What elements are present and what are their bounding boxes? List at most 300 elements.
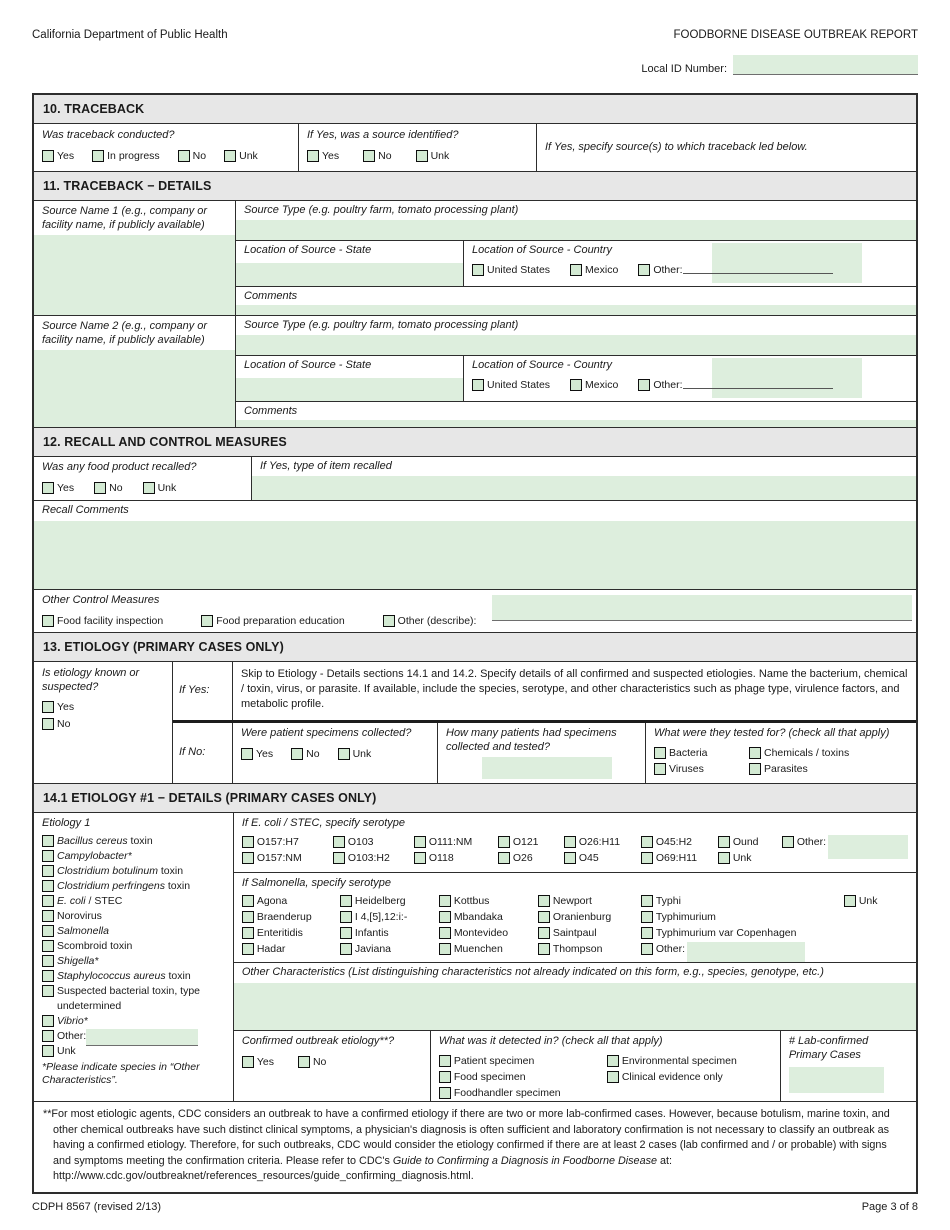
option-staphylococcus-aureus-toxin[interactable] xyxy=(42,969,225,984)
source-2-state-input[interactable] xyxy=(236,378,463,401)
label-typhimurium: Typhimurium xyxy=(655,911,716,923)
checkbox-o26[interactable] xyxy=(498,852,510,864)
checkbox-food-facility-inspection[interactable] xyxy=(42,615,54,627)
label-other: Other: xyxy=(796,835,826,848)
option-mbandaka[interactable] xyxy=(439,910,538,924)
label-no: No xyxy=(192,149,207,162)
checkbox-bacteria[interactable] xyxy=(654,747,666,759)
label-braenderup: Braenderup xyxy=(256,911,312,923)
checkbox-heidelberg[interactable] xyxy=(340,895,352,907)
option-shigella[interactable] xyxy=(42,954,225,969)
checkbox-enteritidis[interactable] xyxy=(242,927,254,939)
checkbox-i-4-5-12-i[interactable] xyxy=(340,911,352,923)
option-other[interactable] xyxy=(782,835,908,849)
option-unk[interactable] xyxy=(416,149,450,163)
option-clinical-evidence-only[interactable] xyxy=(607,1070,772,1084)
option-unk[interactable] xyxy=(42,1044,225,1059)
option-o157-nm[interactable] xyxy=(242,851,333,865)
label-infantis: Infantis xyxy=(354,927,389,939)
label-saintpaul: Saintpaul xyxy=(552,927,597,939)
option-unk[interactable] xyxy=(338,747,372,761)
form-table xyxy=(32,93,918,1194)
checkbox-oranienburg[interactable] xyxy=(538,911,550,923)
checkbox-infantis[interactable] xyxy=(340,927,352,939)
source-1-state-cell xyxy=(236,241,464,286)
option-hadar[interactable] xyxy=(242,942,340,957)
source-1-name-input[interactable] xyxy=(34,235,235,315)
checkbox-environmental-specimen[interactable] xyxy=(607,1055,619,1067)
checkbox-bacillus-cereus-toxin[interactable] xyxy=(42,835,54,847)
source-2-type-input[interactable] xyxy=(236,335,916,355)
option-food-preparation-education[interactable] xyxy=(201,614,344,628)
checkbox-yes[interactable] xyxy=(307,150,319,162)
confirmed-etiology-options xyxy=(242,1055,422,1069)
other-characteristics-label: Other Characteristics (List distinguishing characteristics not already indicated on this form, e.g., species, genotype, etc.) xyxy=(241,966,824,978)
option-o69-h11[interactable] xyxy=(641,851,718,865)
source-2-details xyxy=(236,316,916,427)
option-clostridium-botulinum-toxin[interactable] xyxy=(42,864,225,879)
checkbox-o103-h2[interactable] xyxy=(333,852,345,864)
label-montevideo: Montevideo xyxy=(453,927,509,939)
checkbox-clostridium-botulinum-toxin[interactable] xyxy=(42,865,54,877)
option-o26-h11[interactable] xyxy=(564,835,641,849)
option-bacteria[interactable] xyxy=(654,746,749,760)
label-parasites: Parasites xyxy=(764,762,808,775)
source-1-comments-cell xyxy=(236,287,916,316)
option-thompson[interactable] xyxy=(538,942,641,957)
label-unk: Unk xyxy=(858,895,878,907)
checkbox-braenderup[interactable] xyxy=(242,911,254,923)
option-o118[interactable] xyxy=(414,851,498,865)
option-o103[interactable] xyxy=(333,835,414,849)
checkbox-unk[interactable] xyxy=(416,150,428,162)
option-yes[interactable] xyxy=(42,149,74,163)
option-other-country[interactable] xyxy=(638,263,832,277)
checkbox-no[interactable] xyxy=(363,150,375,162)
agency-name: California Department of Public Health xyxy=(32,29,228,41)
label-clinical-evidence-only: Clinical evidence only xyxy=(621,1070,723,1083)
checkbox-kottbus[interactable] xyxy=(439,895,451,907)
checkbox-food-specimen[interactable] xyxy=(439,1071,451,1083)
etiology-known-cell xyxy=(34,662,173,783)
option-enteritidis[interactable] xyxy=(242,926,340,940)
traceback-conducted-question: Was traceback conducted? xyxy=(42,129,175,141)
checkbox-foodhandler-specimen[interactable] xyxy=(439,1087,451,1099)
option-newport[interactable] xyxy=(538,894,641,908)
label-in-progress: In progress xyxy=(107,149,160,162)
checkbox-shigella[interactable] xyxy=(42,955,54,967)
checkbox-unk[interactable] xyxy=(718,852,730,864)
etiology-known-row xyxy=(34,662,916,784)
checkbox-o111-nm[interactable] xyxy=(414,836,426,848)
option-typhimurium-var-copenhagen[interactable] xyxy=(641,926,908,940)
option-other-country[interactable] xyxy=(638,378,832,392)
checkbox-o157-h7[interactable] xyxy=(242,836,254,848)
footnote-guide-title: Guide to Confirming a Diagnosis in Foodborne Disease xyxy=(392,1154,657,1167)
label-shigella: Shigella* xyxy=(57,954,99,967)
checkbox-o157-nm[interactable] xyxy=(242,852,254,864)
if-yes-row xyxy=(173,662,916,720)
traceback-conducted-cell xyxy=(34,124,299,171)
source-1-comments-input[interactable] xyxy=(236,305,916,315)
label-foodhandler-specimen: Foodhandler specimen xyxy=(453,1086,561,1099)
option-patient-specimen[interactable] xyxy=(439,1054,607,1068)
checkbox-unk[interactable] xyxy=(224,150,236,162)
source-1-state-input[interactable] xyxy=(236,263,463,286)
option-o111-nm[interactable] xyxy=(414,835,498,849)
checkbox-suspected-bacterial-toxin-type-undetermined[interactable] xyxy=(42,985,54,997)
checkbox-yes[interactable] xyxy=(42,701,54,713)
other-country-line[interactable] xyxy=(683,378,833,389)
page-header xyxy=(32,28,918,43)
source-2-name-input[interactable] xyxy=(34,350,235,427)
etiology-known-detail xyxy=(173,662,916,783)
option-muenchen[interactable] xyxy=(439,942,538,957)
checkbox-montevideo[interactable] xyxy=(439,927,451,939)
checkbox-no[interactable] xyxy=(298,1056,310,1068)
option-unk[interactable] xyxy=(718,851,782,865)
if-no-row xyxy=(173,720,916,783)
input-other[interactable] xyxy=(687,942,805,962)
source-1-type-label: Source Type (e.g. poultry farm, tomato processing plant) xyxy=(244,204,519,216)
option-agona[interactable] xyxy=(242,894,340,908)
option-unk[interactable] xyxy=(143,481,177,495)
checkbox-no[interactable] xyxy=(178,150,190,162)
option-clostridium-perfringens-toxin[interactable] xyxy=(42,879,225,894)
lab-confirmed-cell xyxy=(781,1031,916,1101)
label-salmonella: Salmonella xyxy=(57,924,109,937)
if-yes-cell xyxy=(173,662,233,720)
checkbox-unk[interactable] xyxy=(844,895,856,907)
checkbox-mexico[interactable] xyxy=(570,379,582,391)
option-bacillus-cereus-toxin[interactable] xyxy=(42,834,225,849)
checkbox-yes[interactable] xyxy=(241,748,253,760)
label-i-4-5-12-i: I 4,[5],12:i:- xyxy=(354,911,408,923)
checkbox-staphylococcus-aureus-toxin[interactable] xyxy=(42,970,54,982)
label-norovirus: Norovirus xyxy=(57,909,102,922)
recall-type-input[interactable] xyxy=(252,476,916,501)
label-chemicals-toxins: Chemicals / toxins xyxy=(764,746,850,759)
source-2-state-cell xyxy=(236,356,464,401)
label-yes: Yes xyxy=(57,149,75,162)
option-foodhandler-specimen[interactable] xyxy=(439,1086,607,1100)
label-other-country: Other: xyxy=(653,379,683,391)
option-o157-h7[interactable] xyxy=(242,835,333,849)
option-viruses[interactable] xyxy=(654,762,749,776)
checkbox-in-progress[interactable] xyxy=(92,150,104,162)
source-2-country-cell xyxy=(464,356,916,401)
checkbox-saintpaul[interactable] xyxy=(538,927,550,939)
option-campylobacter[interactable] xyxy=(42,849,225,864)
checkbox-e-coli-stec[interactable] xyxy=(42,895,54,907)
option-o45-h2[interactable] xyxy=(641,835,718,849)
checkbox-yes[interactable] xyxy=(242,1056,254,1068)
other-characteristics-cell xyxy=(234,963,916,1031)
option-chemicals-toxins[interactable] xyxy=(749,746,908,760)
checkbox-food-preparation-education[interactable] xyxy=(201,615,213,627)
checkbox-other-country[interactable] xyxy=(638,264,650,276)
option-no[interactable] xyxy=(42,717,164,731)
checkbox-unk[interactable] xyxy=(42,1045,54,1057)
option-united-states[interactable] xyxy=(472,263,550,277)
checkbox-o103[interactable] xyxy=(333,836,345,848)
option-o45[interactable] xyxy=(564,851,641,865)
label-mexico: Mexico xyxy=(585,379,619,391)
label-yes: Yes xyxy=(256,747,274,760)
recall-question: Was any food product recalled? xyxy=(42,461,197,473)
option-yes[interactable] xyxy=(242,1055,274,1069)
checkbox-united-states[interactable] xyxy=(472,264,484,276)
label-vibrio: Vibrio* xyxy=(57,1014,88,1027)
checkbox-newport[interactable] xyxy=(538,895,550,907)
option-vibrio[interactable] xyxy=(42,1014,225,1029)
source-1-country-label: Location of Source - Country xyxy=(472,243,613,256)
checkbox-muenchen[interactable] xyxy=(439,943,451,955)
option-no[interactable] xyxy=(178,149,206,163)
label-e-coli-stec: E. coli / STEC xyxy=(57,894,123,907)
other-measures-input[interactable] xyxy=(492,595,912,621)
checkbox-scombroid-toxin[interactable] xyxy=(42,940,54,952)
detected-in-question: What was it detected in? (check all that apply) xyxy=(438,1035,663,1047)
checkbox-unk[interactable] xyxy=(338,748,350,760)
checkbox-o45-h2[interactable] xyxy=(641,836,653,848)
source-1-details xyxy=(236,201,916,315)
how-many-input[interactable] xyxy=(482,757,612,779)
input-other[interactable] xyxy=(828,835,908,859)
source-2-type-label: Source Type (e.g. poultry farm, tomato processing plant) xyxy=(244,319,519,331)
report-title: FOODBORNE DISEASE OUTBREAK REPORT xyxy=(673,29,918,41)
label-yes: Yes xyxy=(57,701,75,713)
section-10-header xyxy=(34,95,916,124)
label-environmental-specimen: Environmental specimen xyxy=(621,1054,737,1067)
checkbox-other[interactable] xyxy=(42,1030,54,1042)
source-1-name-label: Source Name 1 (e.g., company or facility name, if publicly available) xyxy=(42,205,208,231)
option-infantis[interactable] xyxy=(340,926,439,940)
option-food-specimen[interactable] xyxy=(439,1070,607,1084)
label-viruses: Viruses xyxy=(669,762,704,775)
local-id-input[interactable] xyxy=(733,55,918,75)
salmonella-serotype-cell xyxy=(234,873,916,964)
option-united-states[interactable] xyxy=(472,378,550,392)
label-food-facility-inspection: Food facility inspection xyxy=(57,614,164,627)
option-javiana[interactable] xyxy=(340,942,439,957)
checkbox-agona[interactable] xyxy=(242,895,254,907)
checkbox-ound[interactable] xyxy=(718,836,730,848)
option-other-describe[interactable] xyxy=(383,614,477,628)
option-typhimurium[interactable] xyxy=(641,910,908,924)
section-10-title: 10. TRACEBACK xyxy=(43,102,145,116)
option-o121[interactable] xyxy=(498,835,564,849)
option-other[interactable] xyxy=(641,942,908,957)
etiology-known-options xyxy=(42,700,164,731)
option-kottbus[interactable] xyxy=(439,894,538,908)
checkbox-chemicals-toxins[interactable] xyxy=(749,747,761,759)
checkbox-o45[interactable] xyxy=(564,852,576,864)
checkbox-other[interactable] xyxy=(641,943,653,955)
option-o26[interactable] xyxy=(498,851,564,865)
label-o121: O121 xyxy=(512,835,539,848)
label-other: Other: xyxy=(655,943,685,955)
option-norovirus[interactable] xyxy=(42,909,225,924)
checkbox-united-states[interactable] xyxy=(472,379,484,391)
option-environmental-specimen[interactable] xyxy=(607,1054,772,1068)
label-newport: Newport xyxy=(552,895,592,907)
checkbox-norovirus[interactable] xyxy=(42,910,54,922)
source-1-state-label: Location of Source - State xyxy=(244,243,372,256)
checkbox-no[interactable] xyxy=(94,482,106,494)
checkbox-typhimurium[interactable] xyxy=(641,911,653,923)
recall-comments-input[interactable] xyxy=(34,521,916,590)
checkbox-other[interactable] xyxy=(782,836,794,848)
other-characteristics-input[interactable] xyxy=(234,983,916,1031)
source-2-state-label: Location of Source - State xyxy=(244,358,372,371)
checkbox-patient-specimen[interactable] xyxy=(439,1055,451,1067)
confirmed-etiology-cell xyxy=(234,1031,431,1101)
option-oranienburg[interactable] xyxy=(538,910,641,924)
label-campylobacter: Campylobacter* xyxy=(57,849,132,862)
other-country-line[interactable] xyxy=(683,263,833,274)
checkbox-clostridium-perfringens-toxin[interactable] xyxy=(42,880,54,892)
option-o103-h2[interactable] xyxy=(333,851,414,865)
label-ound: Ound xyxy=(732,835,759,848)
option-no[interactable] xyxy=(363,149,391,163)
label-o157-nm: O157:NM xyxy=(256,851,302,864)
label-o118: O118 xyxy=(428,851,454,864)
checkbox-no[interactable] xyxy=(42,718,54,730)
lab-confirmed-input[interactable] xyxy=(789,1067,884,1093)
footnote-text xyxy=(43,1107,907,1185)
option-ound[interactable] xyxy=(718,835,782,849)
option-in-progress[interactable] xyxy=(92,149,160,163)
label-yes: Yes xyxy=(256,1055,274,1068)
label-other-country: Other: xyxy=(653,264,683,276)
label-patient-specimen: Patient specimen xyxy=(453,1054,535,1067)
source-1-type-input[interactable] xyxy=(236,220,916,240)
source-2-comments-input[interactable] xyxy=(236,420,916,427)
specimens-collected-options xyxy=(241,747,429,761)
option-yes[interactable] xyxy=(42,481,74,495)
label-hadar: Hadar xyxy=(256,943,286,955)
option-montevideo[interactable] xyxy=(439,926,538,940)
label-no: No xyxy=(312,1055,327,1068)
checkbox-yes[interactable] xyxy=(42,150,54,162)
checkbox-campylobacter[interactable] xyxy=(42,850,54,862)
if-no-cell xyxy=(173,723,233,783)
checkbox-o26-h11[interactable] xyxy=(564,836,576,848)
option-yes[interactable] xyxy=(42,700,164,714)
label-yes: Yes xyxy=(57,481,75,494)
label-suspected-bacterial-toxin-type-undetermined: Suspected bacterial toxin, type undetermined xyxy=(57,984,201,1012)
option-unk[interactable] xyxy=(224,149,258,163)
tested-for-question: What were they tested for? (check all that apply) xyxy=(654,727,890,739)
checkbox-o118[interactable] xyxy=(414,852,426,864)
checkbox-mbandaka[interactable] xyxy=(439,911,451,923)
source-identified-question: If Yes, was a source identified? xyxy=(307,129,459,141)
ecoli-serotype-cell xyxy=(234,813,916,873)
source-1-country-cell xyxy=(464,241,916,286)
checkbox-typhimurium-var-copenhagen[interactable] xyxy=(641,927,653,939)
option-saintpaul[interactable] xyxy=(538,926,641,940)
etiology-known-question: Is etiology known or suspected? xyxy=(42,667,140,693)
checkbox-unk[interactable] xyxy=(143,482,155,494)
checkbox-yes[interactable] xyxy=(42,482,54,494)
source-2-type-cell xyxy=(236,316,916,356)
label-no: No xyxy=(306,747,320,760)
option-e-coli-stec[interactable] xyxy=(42,894,225,909)
section-11-title: 11. TRACEBACK − DETAILS xyxy=(43,179,212,193)
label-o69-h11: O69:H11 xyxy=(655,851,698,864)
option-scombroid-toxin[interactable] xyxy=(42,939,225,954)
label-mbandaka: Mbandaka xyxy=(453,911,503,923)
etiology-1-label: Etiology 1 xyxy=(42,817,91,829)
checkbox-other-describe[interactable] xyxy=(383,615,395,627)
label-yes: Yes xyxy=(322,149,340,162)
checkbox-thompson[interactable] xyxy=(538,943,550,955)
option-mexico[interactable] xyxy=(570,263,618,277)
label-o26-h11: O26:H11 xyxy=(578,835,621,848)
option-yes[interactable] xyxy=(241,747,273,761)
checkbox-javiana[interactable] xyxy=(340,943,352,955)
checkbox-vibrio[interactable] xyxy=(42,1015,54,1027)
traceback-note: If Yes, specify source(s) to which traceback led below. xyxy=(545,140,808,153)
section-10-row xyxy=(34,124,916,172)
checkbox-typhi[interactable] xyxy=(641,895,653,907)
option-mexico[interactable] xyxy=(570,378,618,392)
checkbox-other-country[interactable] xyxy=(638,379,650,391)
source-2-comments-cell xyxy=(236,402,916,428)
option-braenderup[interactable] xyxy=(242,910,340,924)
option-typhi[interactable] xyxy=(641,894,844,908)
option-no[interactable] xyxy=(94,481,122,495)
option-other[interactable] xyxy=(42,1029,225,1044)
checkbox-o69-h11[interactable] xyxy=(641,852,653,864)
recall-row xyxy=(34,457,916,501)
recall-comments-label: Recall Comments xyxy=(42,504,129,516)
other-control-measures-label: Other Control Measures xyxy=(42,594,160,606)
checkbox-viruses[interactable] xyxy=(654,763,666,775)
option-unk[interactable] xyxy=(844,894,908,908)
label-o26: O26 xyxy=(512,851,533,864)
checkbox-mexico[interactable] xyxy=(570,264,582,276)
checkbox-salmonella[interactable] xyxy=(42,925,54,937)
label-agona: Agona xyxy=(256,895,288,907)
option-suspected-bacterial-toxin-type-undetermined[interactable] xyxy=(42,984,225,1014)
if-yes-instructions: Skip to Etiology - Details sections 14.1 and 14.2. Specify details of all confirmed and suspected etiologies. Name the bacterium, chemical / toxin, virus, or parasite. If available, include the species, serotype, and other characteristics such as phage type, virulence factors, and metabolic profile. xyxy=(241,668,908,710)
label-o111-nm: O111:NM xyxy=(428,835,473,848)
option-yes[interactable] xyxy=(307,149,339,163)
label-clostridium-perfringens-toxin: Clostridium perfringens toxin xyxy=(57,879,191,892)
option-parasites[interactable] xyxy=(749,762,908,776)
checkbox-parasites[interactable] xyxy=(749,763,761,775)
option-i-4-5-12-i[interactable] xyxy=(340,910,439,924)
checkbox-no[interactable] xyxy=(291,748,303,760)
checkbox-o121[interactable] xyxy=(498,836,510,848)
checkbox-clinical-evidence-only[interactable] xyxy=(607,1071,619,1083)
option-food-facility-inspection[interactable] xyxy=(42,614,163,628)
if-yes-label: If Yes: xyxy=(179,684,210,697)
option-no[interactable] xyxy=(291,747,319,761)
etiology-1-options xyxy=(42,834,225,1059)
option-heidelberg[interactable] xyxy=(340,894,439,908)
checkbox-hadar[interactable] xyxy=(242,943,254,955)
option-no[interactable] xyxy=(298,1055,326,1069)
option-salmonella[interactable] xyxy=(42,924,225,939)
label-o103: O103 xyxy=(347,835,374,848)
label-unk: Unk xyxy=(732,851,752,864)
label-thompson: Thompson xyxy=(552,943,603,955)
label-o157-h7: O157:H7 xyxy=(256,835,299,848)
section-12-title: 12. RECALL AND CONTROL MEASURES xyxy=(43,435,287,449)
